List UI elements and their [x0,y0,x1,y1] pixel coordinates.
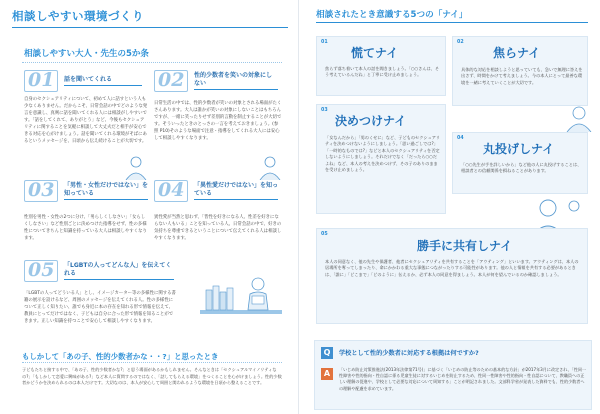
tip-03 [24,180,148,240]
answer-text: 「いじめ防止対策推進法(2013年法律第71号)」に基づく「いじめの防止等のための基本的な方針」が2017年3月に改定され、「性同一性障害や性的指向・性自認に係る児童生徒に対するいじめを防止するため、性同一性障害や性的指向・性自認について、教職員への正しい理解の促進や、学校として必要な対応について周知する」ことが明記されました。文部科学省が発表した資料でも、性的少数者への理解や配慮を求めています。 [339,367,587,391]
tip-body: 自身のセクシュアリティについて、初めて人に話すという人も少なくありません。だからこそ、日常会話の中でどのような発言を意識し、真剣に話を聞いてくれる人には相談がしやすいです。「話をしてくれて、ありがとう」など、今後もセクシュアリティに関することを気軽に相談して大丈夫だと相手が安心できる対応を心がけましょう。話を聞いてくれる環境がそばにあるというメッセージを、日頃から伝え続けることが大切です。 [24,97,148,144]
section-title: 相談しやすい大人・先生の5か条 [24,49,149,59]
tip-heading: 話を聞いてくれる [64,76,113,83]
tip-heading: 「LGBTの人ってどんな人」を伝えてくれる [64,262,172,277]
tip-heading-line [194,89,278,90]
question-mark: Q [321,347,333,359]
title-rule [12,27,288,28]
card-number: 04 [457,136,464,141]
card-title: 丸投げしナイ [483,142,555,156]
question-text: 学校として性的少数者に対応する根拠は何ですか? [339,350,479,357]
tip-heading-line [194,199,278,200]
person-icon [252,154,288,180]
card-title: 勝手に共有しナイ [417,239,513,253]
tip-number: 01 [28,69,55,91]
bottom-title: もしかして「あの子、性的少数者かな・・?」と思ったとき [22,352,219,361]
tip-body: 「LGBTの人ってどういる人」とし、イメージカーター等の多様性に関する書籍の展示を設けるなど、周囲のメッセージを伝えてくれる人。性の多様性について正しく知りたい、誰でも身近に本の存在を知れる形で情報を伝えて、教員にとってだけではなく、子どもは自分に合った形で情報を知ることができます。正しい知識を持つことで安心して相談しやすくなります。 [24,291,176,324]
card-number: 02 [457,40,464,45]
tip-heading-line [64,279,174,280]
qa-box [314,340,592,410]
tip-heading: 性的少数者を笑いの対象にしない [194,72,273,87]
bottom-text: 子どもたちと接する中で、「あの子、性的少数者かな?」と思う場面があるかもしれません。そんなときは「セクシュアルマイノリティなの?」「もしかして恋愛に興味がある?」など本人に質問するのではなく、「話してもらえる環境」をつくることを心がけましょう。性的少数者かどうかを決められるのは本人だけです。大切なのは、本人が安心して周囲と関われるような環境を日頃から整えることです。 [22,367,282,386]
tip-body: 性別を男性・女性の2つに分け、「男らしくしなさい」「女らしくしなさい」など性別ごとに決めつけた指導をせず、性の多様性についてきちんと知識を持っている大人は相談しやすくなります。 [24,215,147,241]
tip-heading: 「異性愛だけではない」を知っている [194,182,279,197]
card-text: 「○○先生が手を詳しいから」など他の人に丸投げすることは、相談者との信頼関係を損ねることがあります。 [461,162,582,174]
card-03 [316,104,446,214]
tip-04 [154,180,282,240]
card-04 [452,132,588,194]
card-title: 焦らナイ [493,46,541,60]
bookshelf-illustration [196,266,286,334]
tip-number: 04 [158,179,185,201]
tip-05 [24,260,184,340]
tip-number: 03 [28,179,55,201]
card-05 [316,228,588,324]
tip-heading-line [64,85,142,86]
bottom-divider [22,362,282,363]
tip-heading: 「男性・女性だけではない」を知っている [64,182,149,197]
card-text: 焦らず落ち着いて本人の話を聞きましょう。「○○さんは、そう考えているんだね」と丁寧に受け止めましょう。 [325,66,440,78]
left-page [0,0,299,414]
tip-number: 02 [158,69,185,91]
card-02 [452,36,588,106]
card-01 [316,36,446,96]
page-title: 相談されたとき意識する5つの「ナイ」 [316,10,468,20]
section-divider [22,62,282,63]
page-title: 相談しやすい環境づくり [12,9,144,23]
card-number: 01 [321,40,328,45]
tip-number: 05 [28,259,55,281]
person-icon [118,154,154,180]
tip-body: 日常生活の中では、性的少数者が笑いの対象とされる場面がたくさんあります。大人は誰かが笑いの対象にしないことはもちろんですが、一緒に笑ったりせず差別的言動を制止することが大切です。そういったときのとっさの一言を考えておきましょう。(参照 P10)そのような場面で注意・指導をしてくれる大人には安心して相談しやすくなります。 [154,101,282,141]
tip-02 [154,70,282,150]
tip-heading-line [64,199,148,200]
right-page [300,0,600,414]
tip-01 [24,69,148,150]
card-title: 慌てナイ [351,46,399,60]
card-text: 「女なんだから」「男のくせに」など、子どものセクシュアリティを決めつけないようにしましょう。「思い過ごしでは?」「一時的なものでは?」などと本人のセクシュアリティを否定しないようにしましょう。それだけでなく「だったら○○だよね」など、本人の考えを決めつけず、その子のありのままを受け止めましょう。 [325,135,440,173]
person-icon [564,104,594,132]
card-number: 03 [321,108,328,113]
card-text: 具体的な対応を相談しようと思っていても、急いで無理に答えを出さず、時間をかけて考えましょう。今の本人にとって最善な環境を一緒に考えていくことが大切です。 [461,67,583,85]
title-rule [316,22,588,23]
card-title: 決めつけナイ [335,114,407,128]
card-text: 本人の同意なく、他の先生や保護者、他者にセクシュアリティを共有することを「アウティング」といいます。アウティングは、本人の居場所を奪ってしまったり、命にかかわる重大な事態につながったりする可能性があります。他の人と情報を共有する必要があるときは、「誰に」「どこまで」「どのように」伝えるか、必ず本人の同意を得ましょう。本人が何を望んでいるのか確認しましょう。 [325,259,579,277]
tip-body: 異性愛が当然と思わず、「皆性を好きになる人、性差を好きにならない人もいる」ことを知っている人。日常会話の中で、好きの気持ちを尊重できるということについて伝えてくれる人は相談しやすくなります。 [154,215,282,241]
answer-mark: A [321,368,333,380]
card-number: 05 [321,232,328,237]
